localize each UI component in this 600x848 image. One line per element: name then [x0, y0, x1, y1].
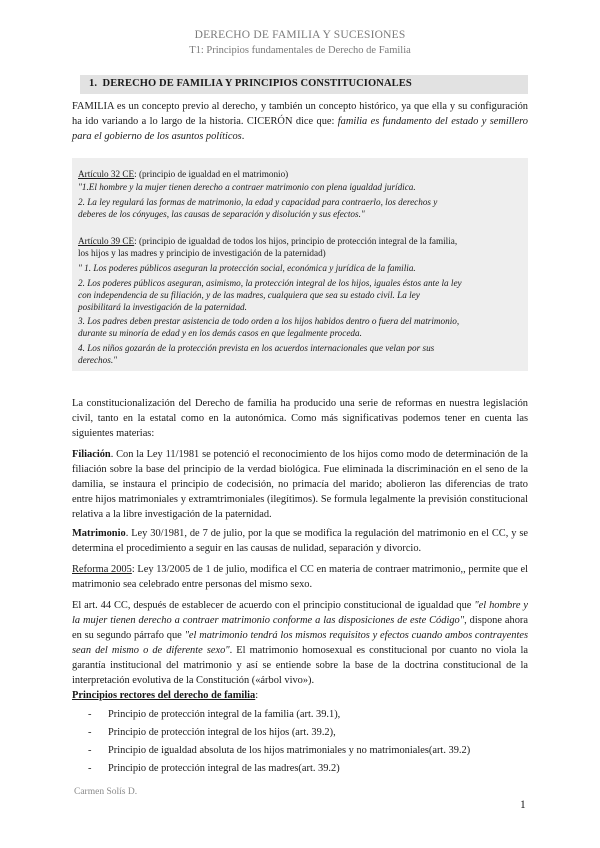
- filiacion-label: Filiación: [72, 449, 111, 460]
- matrimonio-text: . Ley 30/1981, de 7 de julio, por la que se modifica la regulación del matrimonio en el CC, y se determina el procedimiento a seguir en las causas de nulidad, separación y divorcio.: [72, 528, 528, 554]
- art39-desc-a: : (principio de igualdad de todos los hijos, principio de protección integral de la familia,: [134, 236, 458, 246]
- list-bullet: -: [88, 709, 92, 720]
- art39-p2b: con independencia de su filiación, y de las madres, cualquiera que sea su estado civil. La ley: [78, 290, 420, 300]
- art44-text-2: , dispone ahora en su segundo párrafo que: [72, 615, 528, 641]
- list-item-text: Principio de protección integral de las madres(art. 39.2): [108, 763, 340, 774]
- art32-p2b: deberes de los cónyuges, las causas de separación y disolución y sus efectos.": [78, 209, 365, 219]
- reforma-label: Reforma 2005: [72, 564, 132, 575]
- matrimonio-label: Matrimonio: [72, 528, 126, 539]
- art39-p3a: 3. Los padres deben prestar asistencia de todo orden a los hijos habidos dentro o fuera del matrimonio,: [78, 316, 460, 326]
- list-item-text: Principio de protección integral de los hijos (art. 39.2),: [108, 727, 336, 738]
- art32-p2a: 2. La ley regulará las formas de matrimonio, la edad y capacidad para contraerlo, los derechos y: [78, 197, 438, 207]
- matrimonio-paragraph: [72, 526, 528, 556]
- principios-heading-colon: :: [255, 690, 259, 701]
- art32-heading: [78, 168, 522, 180]
- art32-label: Artículo 32 CE: [78, 169, 135, 179]
- art44-paragraph: [72, 598, 528, 688]
- principios-heading-text: Principios rectores del derecho de familia: [72, 690, 256, 701]
- list-bullet: -: [88, 763, 92, 774]
- art39-desc-b: los hijos y las madres y principio de investigación de la paternidad): [78, 248, 326, 258]
- art32-p1: "1.El hombre y la mujer tienen derecho a contraer matrimonio con plena igualdad jurídica.: [78, 182, 416, 192]
- section-heading: 1. DERECHO DE FAMILIA Y PRINCIPIOS CONSTITUCIONALES: [89, 78, 412, 89]
- reforma-paragraph: [72, 562, 528, 592]
- list-item-text: Principio de igualdad absoluta de los hijos matrimoniales y no matrimoniales(art. 39.2): [108, 745, 471, 756]
- filiacion-text: . Con la Ley 11/1981 se potenció el reconocimiento de los hijos como modo de determinación de la filiación sobre la base del principio de la verdad biológica. Fue eliminada la discriminación en el seno de la damilia, se instaura el principio de codecisión, no primacía del marido; abolieron las diferencias de trato entre hijos matrimoniales y extramtrimoniales (ilegítimos). Se formula legalmente la previsión constitucional relativa a la libre investigación de la paternidad.: [72, 449, 528, 520]
- filiacion-paragraph: [72, 447, 528, 522]
- art39-p4b: derechos.": [78, 355, 117, 365]
- constitucionalizacion-paragraph: La constitucionalización del Derecho de familia ha producido una serie de reformas en nuestra legislación civil, tanto en la estatal como en la autonómica. Como más significativas podemos tener en cuenta las siguientes materias:: [72, 398, 528, 439]
- document-subtitle: T1: Principios fundamentales de Derecho de Familia: [189, 45, 411, 56]
- art39-p3b: durante su minoría de edad y en los demás casos en que legalmente proceda.: [78, 328, 362, 338]
- intro-end: .: [241, 131, 245, 142]
- constitution-articles-box: [72, 158, 528, 371]
- intro-quote: familia es fundamento del estado y semillero para el gobierno de los asuntos políticos: [72, 116, 528, 142]
- art44-text-3: . El matrimonio homosexual es constitucional por cuanto no viola la garantía institucional del matrimonio y así se entiende sobre la base de la doctrina constitucional de la interpretación evolutiva de la Constitución («árbol vivo»).: [72, 645, 528, 686]
- art44-text-1: El art. 44 CC, después de establecer de acuerdo con el principio constitucional de igualdad que: [72, 600, 475, 611]
- art44-quote-1: "el hombre y la mujer tienen derecho a contraer matrimonio conforme a las disposiciones de este Código": [72, 600, 529, 626]
- list-item-text: Principio de protección integral de la familia (art. 39.1),: [108, 709, 341, 720]
- list-bullet: -: [88, 745, 92, 756]
- document-title: DERECHO DE FAMILIA Y SUCESIONES: [194, 29, 406, 41]
- art32-desc: : (principio de igualdad en el matrimonio): [134, 169, 289, 179]
- art39-p1: " 1. Los poderes públicos aseguran la protección social, económica y jurídica de la familia.: [78, 263, 416, 273]
- art39-p4a: 4. Los niños gozarán de la protección prevista en los acuerdos internacionales que velan por sus: [78, 343, 435, 353]
- intro-text: FAMILIA es un concepto previo al derecho, y también un concepto histórico, ya que ella y su configuración ha ido variando a lo largo de la historia. CICERÓN dice que:: [72, 101, 528, 127]
- art39-p2c: posibilitará la investigación de la paternidad.: [78, 302, 247, 312]
- art44-quote-2: "el matrimonio tendrá los mismos requisitos y efectos cuando ambos contrayentes sean del mismo o de diferente sexo": [72, 630, 528, 656]
- art39-p2a: 2. Los poderes públicos aseguran, asimismo, la protección integral de los hijos, iguales éstos ante la ley: [78, 278, 462, 288]
- list-bullet: -: [88, 727, 92, 738]
- art39-label: Artículo 39 CE: [78, 236, 135, 246]
- principios-heading: [72, 688, 528, 703]
- section-heading-bar: [80, 75, 528, 94]
- art39-heading: [78, 235, 522, 247]
- page-number: 1: [520, 799, 526, 811]
- intro-paragraph: [72, 99, 528, 144]
- footer-author: Carmen Solís D.: [74, 787, 138, 797]
- reforma-text: : Ley 13/2005 de 1 de julio, modifica el CC en materia de contraer matrimonio,, permite que el matrimonio sea celebrado entre personas del mismo sexo.: [72, 564, 528, 590]
